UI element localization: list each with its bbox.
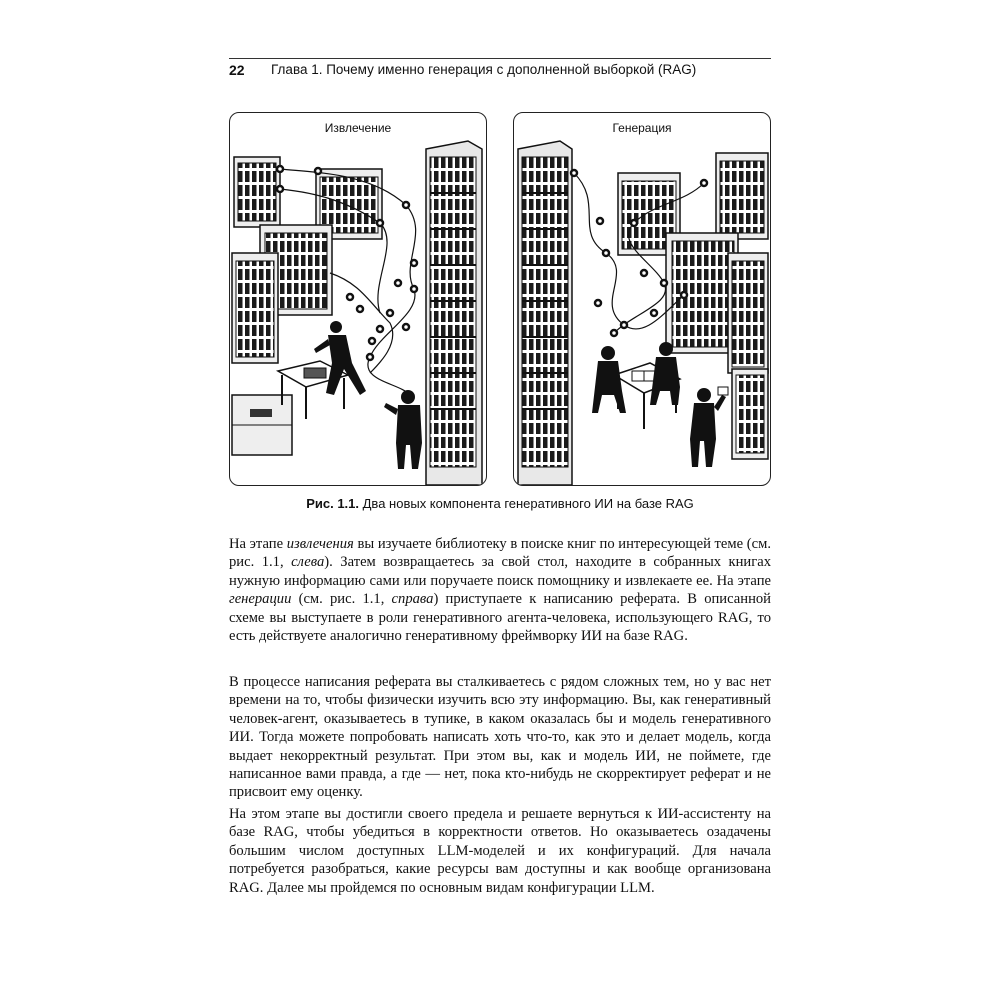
- bookshelf: [728, 253, 768, 373]
- paragraph-3: [229, 805, 771, 897]
- figure-panel-generation: [513, 112, 771, 486]
- library-generation-illustration: [514, 113, 770, 485]
- page-number: 22: [229, 62, 245, 78]
- italic-term: генерации: [229, 591, 292, 608]
- paragraph-1: [229, 535, 771, 645]
- chapter-title: Глава 1. Почему именно генерация с дополненной выборкой (RAG): [271, 62, 697, 77]
- caption-label: Рис. 1.1.: [306, 496, 360, 511]
- text-run: ). Затем возвращаетесь за свой стол, находите в собранных книгах нужную информацию сами или поручаете поиск помощнику и извлекаете ее. На этапе: [229, 554, 771, 589]
- standing-person-silhouette: [690, 387, 728, 467]
- panel-title-retrieval: Извлечение: [324, 121, 392, 135]
- italic-term: извлечения: [286, 536, 354, 552]
- paragraph-2-text: В процессе написания реферата вы сталкиваетесь с рядом сложных тем, но у вас нет времени на то, чтобы физически изучить всю эту информацию. Вы, как генеративный человек-агент, оказываетесь в тупике, в каком оказалась бы и модель генеративного ИИ. Тогда можете попробовать написать хоть что-то, как это и делает модель, когда выдает некорректный результат. При этом вы, как и модель ИИ, не поймете, где написанное вами правда, а где — нет, пока кто-нибудь не скорректирует реферат и не присвоит ему оценку.: [229, 674, 771, 801]
- walking-person-silhouette: [314, 321, 366, 395]
- bookshelf: [732, 369, 768, 459]
- bookshelf: [232, 253, 278, 363]
- caption-text: Два новых компонента генеративного ИИ на базе RAG: [359, 496, 694, 511]
- figure-caption: [229, 496, 771, 511]
- panel-title-generation: Генерация: [612, 121, 672, 135]
- bookshelf: [666, 233, 738, 353]
- text-run: На этапе: [229, 536, 287, 552]
- text-run: (см. рис. 1.1,: [291, 591, 392, 608]
- library-retrieval-illustration: [230, 113, 486, 485]
- paragraph-3-text: На этом этапе вы достигли своего предела и решаете вернуться к ИИ-ассистенту на базе RAG, чтобы убедиться в корректности ответов. Но оказываетесь озадачены большим числом доступных LLM-моделей и их конфигураций. Для начала потребуется разобраться, какие ресурсы вам доступны и как вообще организована RAG. Далее мы пройдемся по основным видам конфигурации LLM.: [229, 806, 771, 896]
- bookshelf: [234, 157, 280, 227]
- text-run: ) приступаете к написанию реферата. В описанной схеме вы выступаете в роли генеративного агента-человека, использующего RAG, то есть действуете аналогично генеративному фреймворку ИИ на базе RAG.: [229, 591, 771, 645]
- tall-bookshelf: [426, 141, 482, 485]
- italic-term: справа: [391, 591, 434, 608]
- text-run: вы изучаете библиотеку в поиске книг по интересующей теме (см. рис. 1.1,: [229, 536, 771, 571]
- figure-panel-retrieval: [229, 112, 487, 486]
- bookshelf: [716, 153, 768, 239]
- italic-term: слева: [291, 554, 325, 571]
- running-header: [229, 58, 771, 83]
- paragraph-2: [229, 673, 771, 802]
- tall-bookshelf: [518, 141, 572, 485]
- standing-person-silhouette: [384, 390, 422, 469]
